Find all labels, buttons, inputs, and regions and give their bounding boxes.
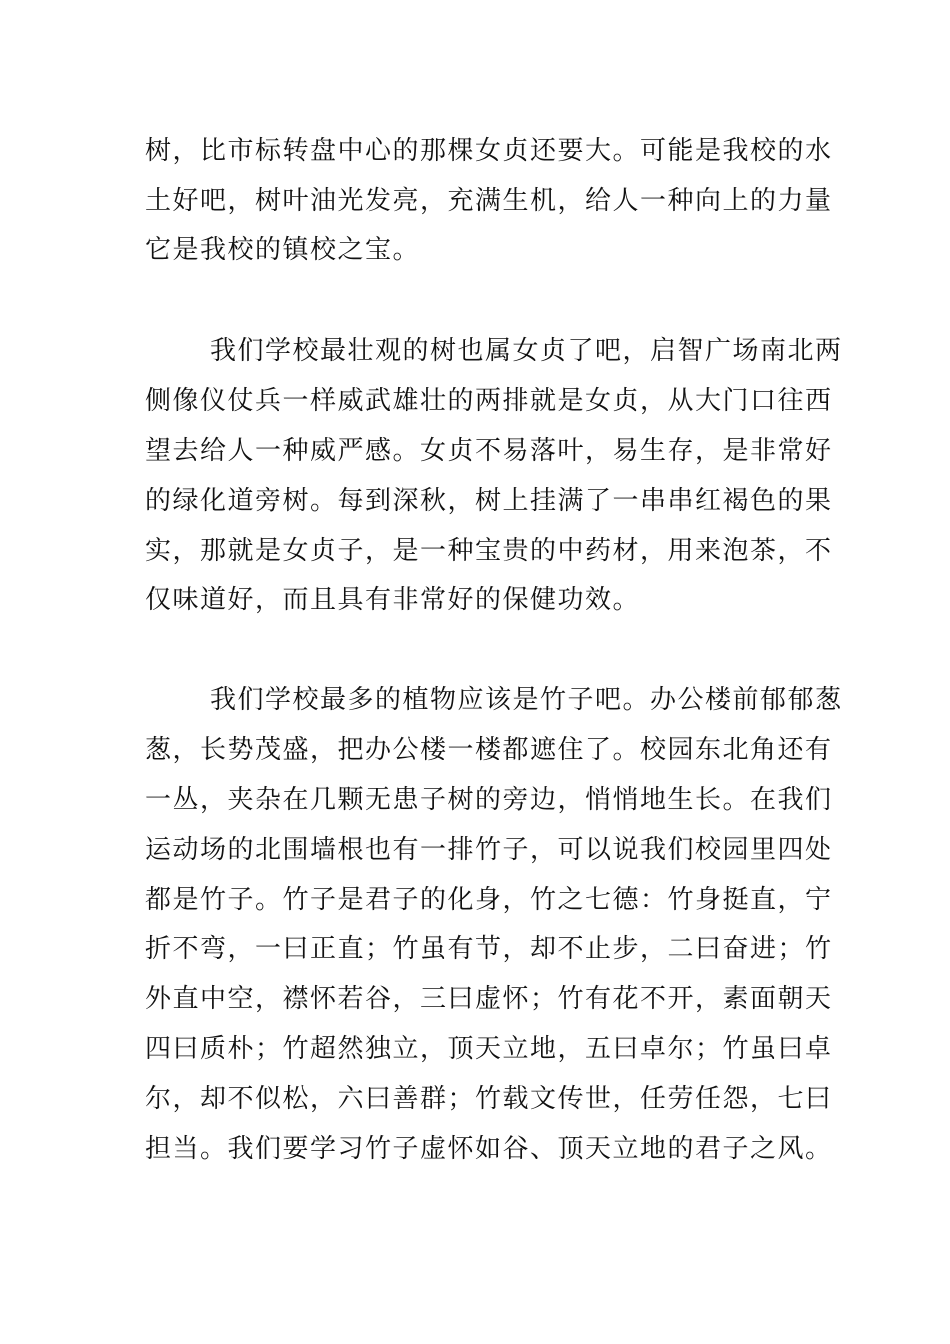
text-line: 运动场的北围墙根也有一排竹子，可以说我们校园里四处 bbox=[145, 835, 833, 865]
text-line: 的绿化道旁树。每到深秋，树上挂满了一串串红褐色的果 bbox=[145, 486, 833, 516]
text-line: 葱，长势茂盛，把办公楼一楼都遮住了。校园东北角还有 bbox=[145, 735, 833, 765]
text-line: 四曰质朴；竹超然独立，顶天立地，五曰卓尔；竹虽曰卓 bbox=[145, 1034, 833, 1064]
text-line: 它是我校的镇校之宝。 bbox=[145, 235, 421, 265]
text-line: 实，那就是女贞子，是一种宝贵的中药材，用来泡茶，不 bbox=[145, 536, 833, 566]
text-line: 我们学校最多的植物应该是竹子吧。办公楼前郁郁葱 bbox=[210, 685, 843, 715]
text-line: 外直中空，襟怀若谷，三曰虚怀；竹有花不开，素面朝天 bbox=[145, 984, 833, 1014]
text-line: 树，比市标转盘中心的那棵女贞还要大。可能是我校的水 bbox=[145, 136, 833, 166]
text-line: 一丛，夹杂在几颗无患子树的旁边，悄悄地生长。在我们 bbox=[145, 785, 833, 815]
text-line: 我们学校最壮观的树也属女贞了吧，启智广场南北两 bbox=[210, 336, 843, 366]
text-line: 担当。我们要学习竹子虚怀如谷、顶天立地的君子之风。 bbox=[145, 1134, 833, 1164]
text-line: 仅味道好，而且具有非常好的保健功效。 bbox=[145, 585, 641, 615]
text-line: 望去给人一种威严感。女贞不易落叶，易生存，是非常好 bbox=[145, 436, 833, 466]
text-line: 侧像仪仗兵一样威武雄壮的两排就是女贞，从大门口往西 bbox=[145, 386, 833, 416]
text-line: 都是竹子。竹子是君子的化身，竹之七德：竹身挺直，宁 bbox=[145, 885, 833, 915]
text-line: 土好吧，树叶油光发亮，充满生机，给人一种向上的力量 bbox=[145, 186, 833, 216]
text-line: 折不弯，一曰正直；竹虽有节，却不止步，二曰奋进；竹 bbox=[145, 934, 833, 964]
text-line: 尔，却不似松，六曰善群；竹载文传世，任劳任怨，七曰 bbox=[145, 1084, 833, 1114]
